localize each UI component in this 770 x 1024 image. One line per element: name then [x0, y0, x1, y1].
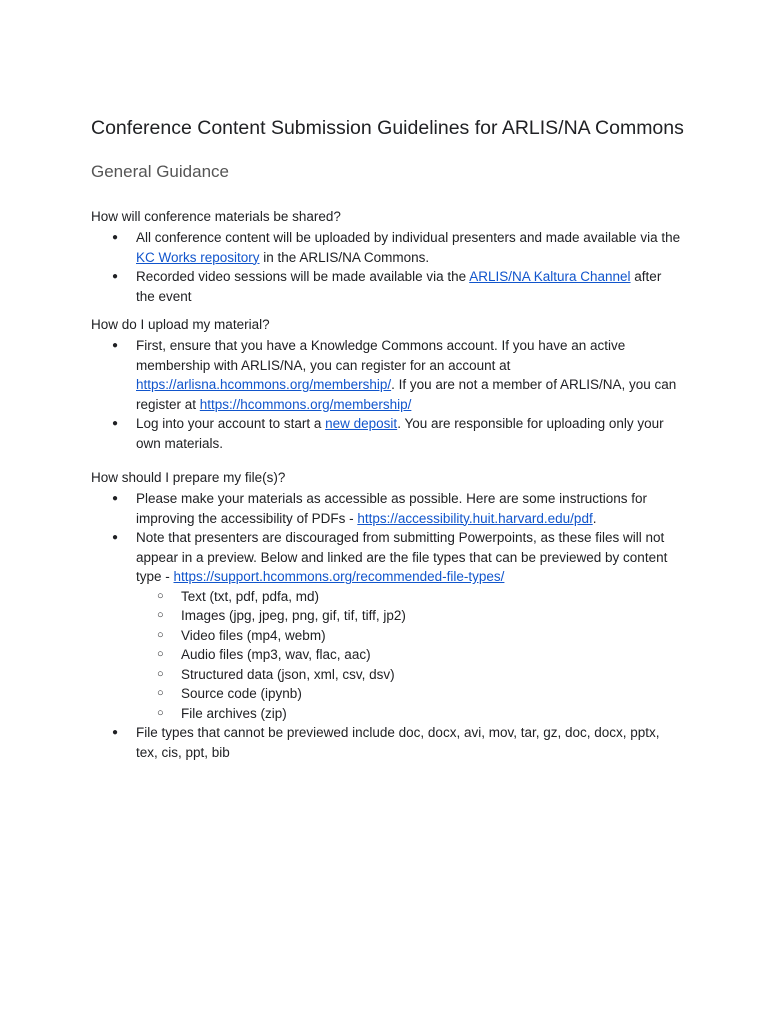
bullet-text: All conference content will be uploaded by individual presenters and made available via the	[136, 230, 681, 245]
file-type-item: ○ Video files (mp4, webm)	[136, 626, 682, 646]
bullet-item-create-account	[112, 336, 682, 414]
bullet-text: Please make your materials as accessible as possible. Here are some instructions for improving the accessibility of PDFs -	[136, 491, 647, 526]
file-types-sub-list	[136, 587, 682, 724]
accessibility-pdf-link[interactable]: https://accessibility.huit.harvard.edu/pdf	[357, 510, 593, 526]
question-upload: How do I upload my material?	[91, 317, 270, 332]
recommended-file-types-link[interactable]: https://support.hcommons.org/recommended-file-types/	[173, 569, 505, 584]
kaltura-channel-link[interactable]: ARLIS/NA Kaltura Channel	[469, 269, 631, 284]
bullet-text: First, ensure that you have a Knowledge Commons account. If you have an active membership with ARLIS/NA, you can register for an account at	[136, 338, 626, 373]
kc-works-repository-link[interactable]: KC Works repository	[136, 249, 260, 265]
bullet-text: .	[592, 510, 597, 526]
bullet-text: Recorded video sessions will be made available via the	[136, 269, 470, 284]
prepare-files-bullet-list	[112, 489, 682, 762]
bullet-item-file-types	[112, 528, 682, 723]
new-deposit-link[interactable]: new deposit	[325, 416, 398, 431]
document-title: Conference Content Submission Guidelines for ARLIS/NA Commons	[91, 117, 684, 139]
sharing-bullet-list	[112, 228, 682, 306]
bullet-item-upload-by-presenters	[112, 228, 682, 267]
section-heading-general-guidance: General Guidance	[91, 162, 229, 181]
file-type-item: ○ Text (txt, pdf, pdfa, md)	[136, 587, 682, 607]
arlisna-membership-link[interactable]: https://arlisna.hcommons.org/membership/	[136, 377, 392, 392]
bullet-text: Note that presenters are discouraged from submitting Powerpoints, as these files will not appear in a preview. Below and linked are the file types that can be previewed by content type -	[136, 530, 668, 584]
file-type-item: ○ Structured data (json, xml, csv, dsv)	[136, 665, 682, 685]
bullet-item-new-deposit	[112, 414, 682, 453]
file-type-item: ○ File archives (zip)	[136, 704, 682, 724]
bullet-text: in the ARLIS/NA Commons.	[259, 249, 430, 265]
hcommons-membership-link[interactable]: https://hcommons.org/membership/	[199, 396, 412, 412]
question-prepare-files: How should I prepare my file(s)?	[91, 470, 286, 485]
question-sharing: How will conference materials be shared?	[91, 209, 341, 224]
bullet-item-accessibility	[112, 489, 682, 528]
bullet-text: after the event	[136, 269, 662, 304]
bullet-item-recorded-sessions	[112, 267, 682, 306]
bullet-item-non-previewable-types: ● File types that cannot be previewed include doc, docx, avi, mov, tar, gz, doc, docx, pptx, tex, cis, ppt, bib	[112, 723, 682, 762]
bullet-text: . If you are not a member of ARLIS/NA, you can register at	[136, 377, 677, 412]
file-type-item: ○ Images (jpg, jpeg, png, gif, tif, tiff, jp2)	[136, 606, 682, 626]
bullet-text: Log into your account to start a	[136, 416, 326, 431]
bullet-text: . You are responsible for uploading only your own materials.	[136, 416, 664, 451]
file-type-item: ○ Source code (ipynb)	[136, 684, 682, 704]
file-type-item: ○ Audio files (mp3, wav, flac, aac)	[136, 645, 682, 665]
upload-bullet-list	[112, 336, 682, 453]
